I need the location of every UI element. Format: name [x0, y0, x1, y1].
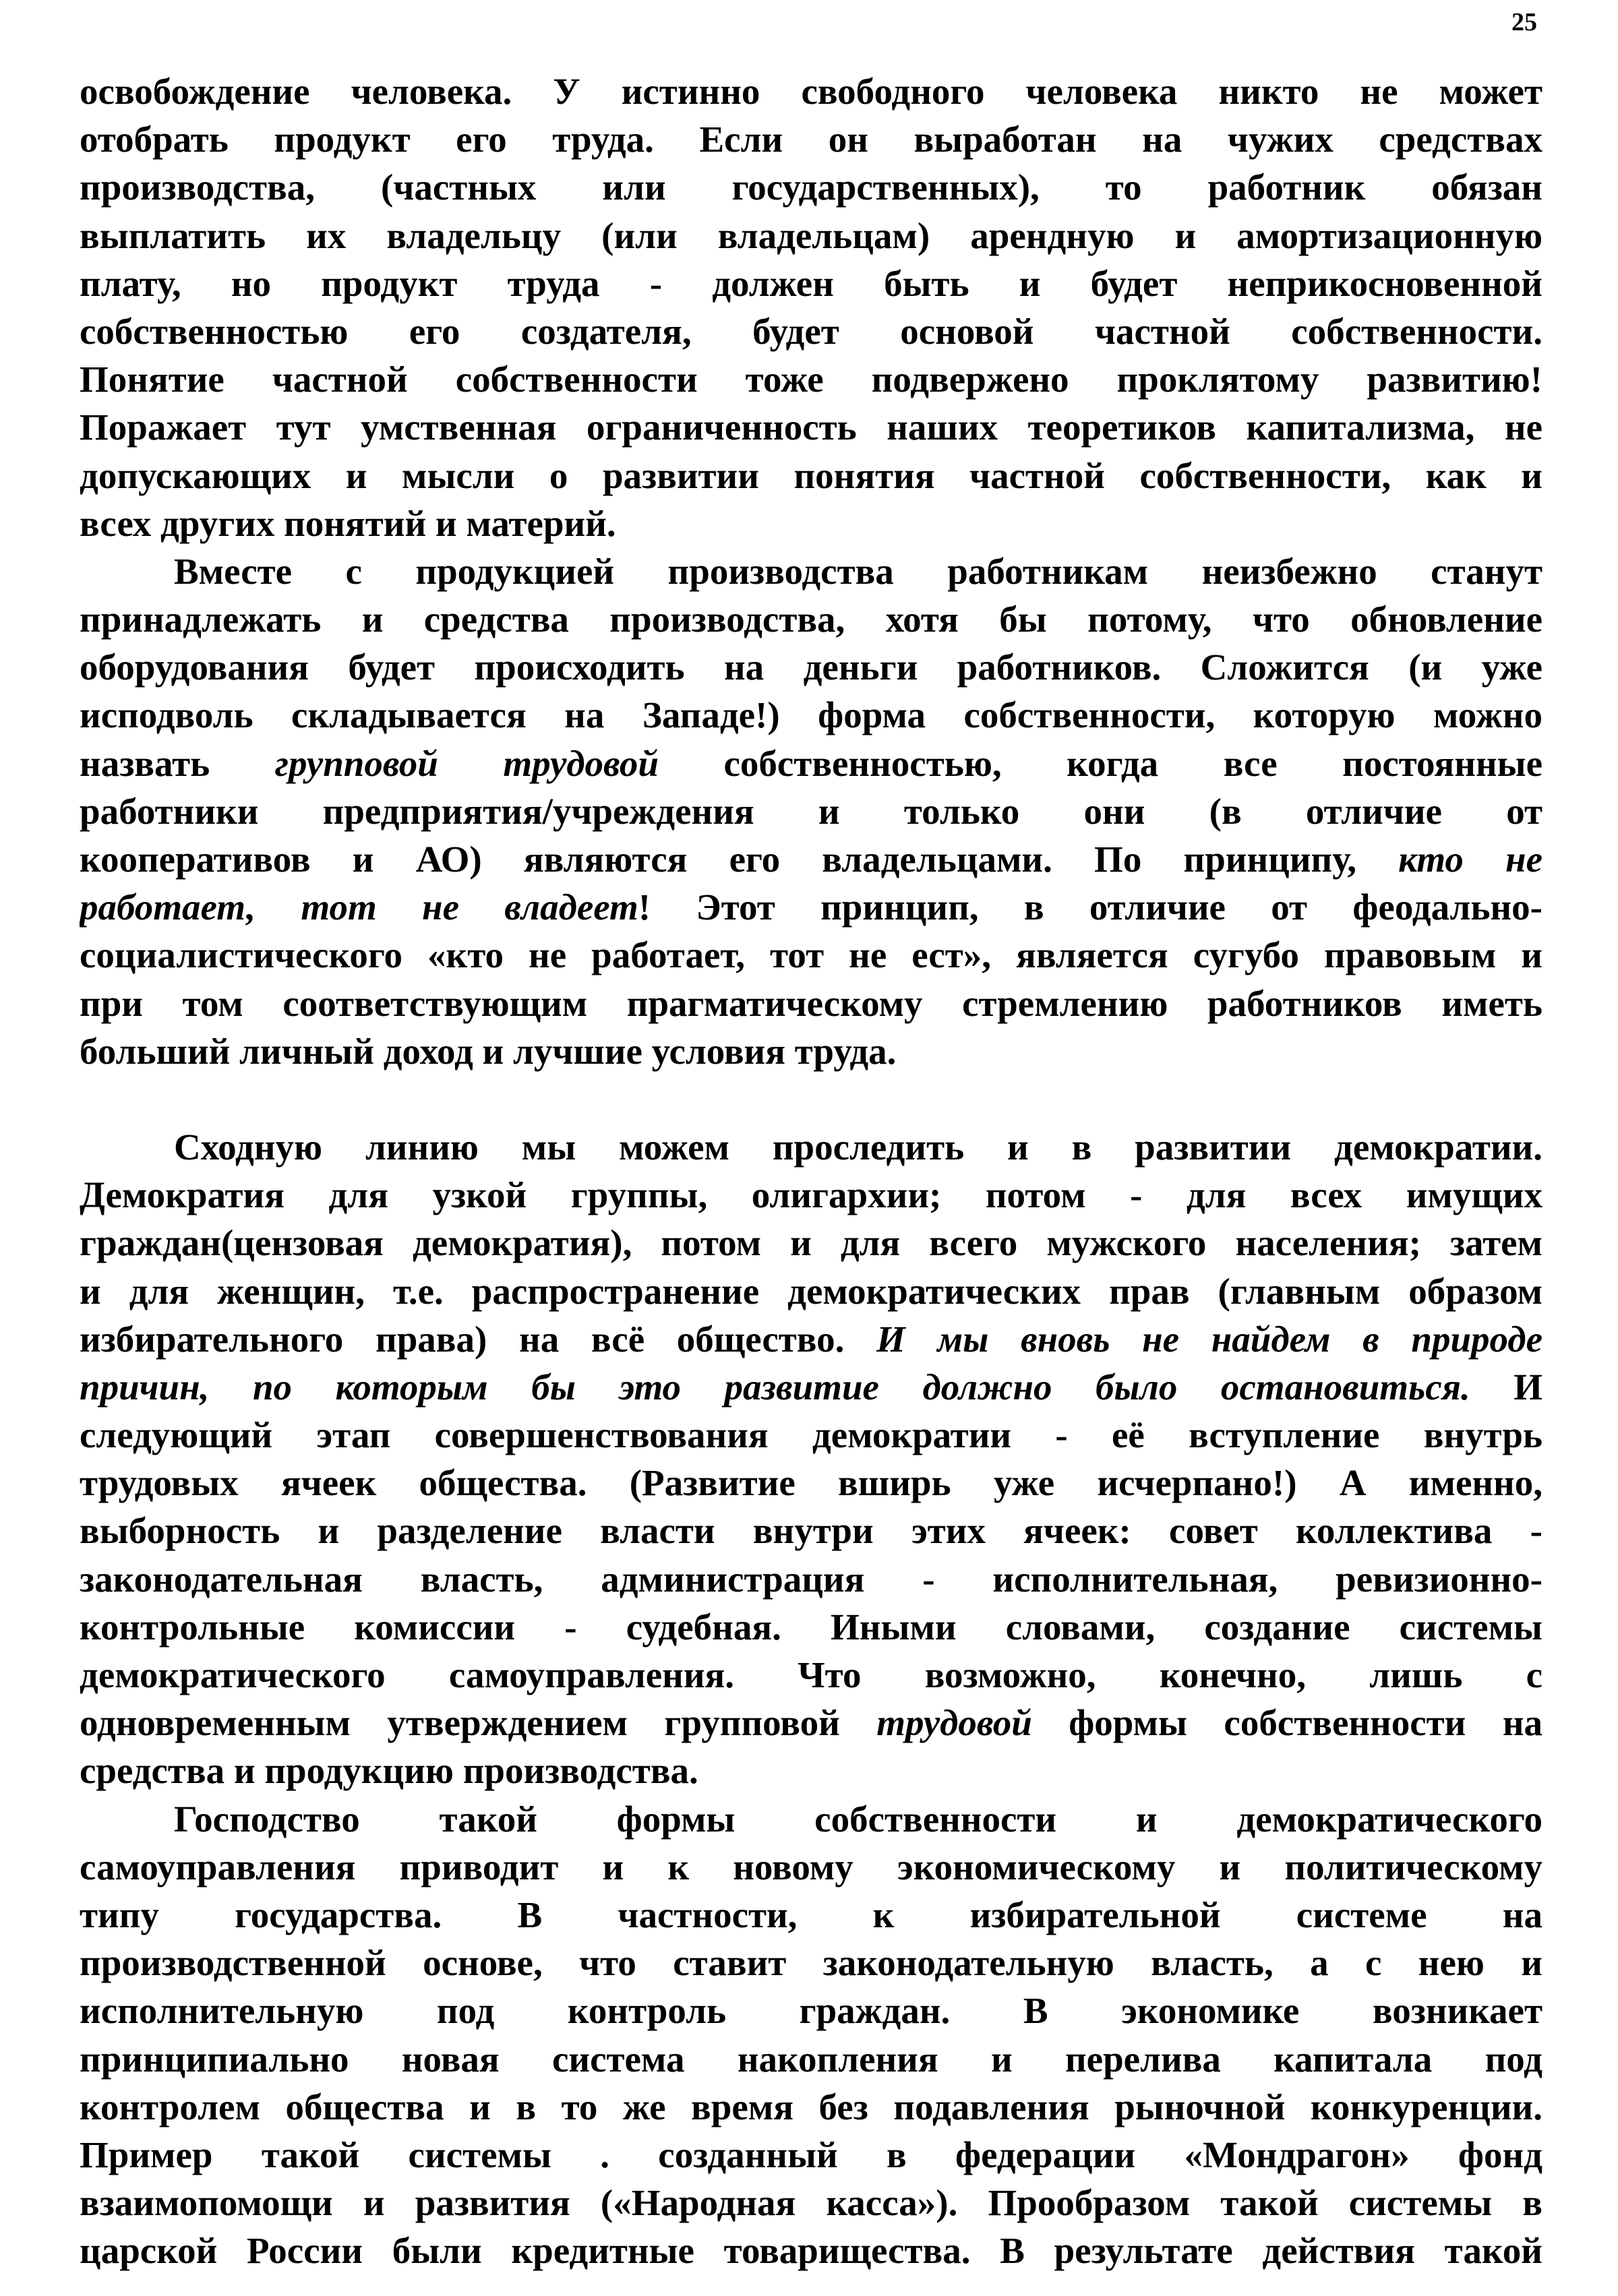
- italic-text: групповой трудовой: [274, 742, 659, 784]
- text-line: [80, 835, 1542, 883]
- text-run: кооперативов и АО) являются его владельцами. По принципу,: [80, 839, 1356, 880]
- text-line: граждан(цензовая демократия), потом и для всего мужского населения; затем: [80, 1222, 1542, 1264]
- text-run: ! Этот принцип, в отличие от феодально-: [638, 886, 1542, 928]
- text-line: контрольные комиссии - судебная. Иными словами, создание системы: [80, 1606, 1542, 1648]
- text-line: демократического самоуправления. Что возможно, конечно, лишь с: [80, 1654, 1542, 1695]
- text-line: самоуправления приводит и к новому экономическому и политическому: [80, 1846, 1542, 1887]
- text-line: и для женщин, т.е. распространение демократических прав (главным образом: [80, 1270, 1542, 1312]
- text-line: [80, 1699, 1542, 1747]
- text-line: Пример такой системы . созданный в федерации «Мондрагон» фонд: [80, 2134, 1542, 2175]
- text-line: Понятие частной собственности тоже подвержено проклятому развитию!: [80, 359, 1542, 400]
- text-line: исподволь складывается на Западе!) форма собственности, которую можно: [80, 694, 1542, 736]
- text-line: [80, 1363, 1542, 1411]
- text-run: собственностью, когда все постоянные: [658, 742, 1542, 784]
- text-line: больший личный доход и лучшие условия труда.: [80, 1030, 897, 1072]
- text-line: собственностью его создателя, будет основой частной собственности.: [80, 310, 1542, 352]
- text-line: всех других понятий и материй.: [80, 502, 616, 544]
- italic-text: трудовой: [876, 1702, 1032, 1744]
- text-line: Сходную линию мы можем проследить и в развитии демократии.: [174, 1126, 1542, 1168]
- text-line: при том соответствующим прагматическому стремлению работников иметь: [80, 982, 1542, 1024]
- text-line: исполнительную под контроль граждан. В экономике возникает: [80, 1990, 1542, 2032]
- text-line: освобождение человека. У истинно свободного человека никто не может: [80, 71, 1542, 112]
- text-run: избирательного права) на всё общество.: [80, 1318, 877, 1360]
- text-line: Вместе с продукцией производства работникам неизбежно станут: [174, 550, 1542, 592]
- body-text: [80, 67, 1542, 2274]
- text-line: допускающих и мысли о развитии понятия частной собственности, как и: [80, 454, 1542, 496]
- text-line: Господство такой формы собственности и демократического: [174, 1798, 1542, 1840]
- text-line: принадлежать и средства производства, хотя бы потому, что обновление: [80, 599, 1542, 640]
- text-line: выплатить их владельцу (или владельцам) арендную и амортизационную: [80, 214, 1542, 256]
- italic-text: И мы вновь не найдем в природе: [876, 1318, 1542, 1360]
- paragraph-gap: [80, 1075, 1542, 1123]
- text-run: формы собственности на: [1031, 1702, 1542, 1744]
- text-line: [80, 883, 1542, 931]
- text-line: законодательная власть, администрация - исполнительная, ревизионно-: [80, 1558, 1542, 1600]
- text-line: Демократия для узкой группы, олигархии; потом - для всех имущих: [80, 1174, 1542, 1216]
- text-line: принципиально новая система накопления и перелива капитала под: [80, 2038, 1542, 2080]
- text-line: выборность и разделение власти внутри этих ячеек: совет коллектива -: [80, 1510, 1542, 1552]
- page-number: 25: [1511, 8, 1537, 36]
- text-line: отобрать продукт его труда. Если он выработан на чужих средствах: [80, 119, 1542, 160]
- text-run: И: [1470, 1366, 1542, 1408]
- italic-text: причин, по которым бы это развитие должно было остановиться.: [80, 1366, 1470, 1408]
- text-line: следующий этап совершенствования демократии - её вступление внутрь: [80, 1414, 1542, 1456]
- text-line: социалистического «кто не работает, тот не ест», является сугубо правовым и: [80, 934, 1542, 976]
- italic-text: кто не: [1398, 839, 1542, 880]
- text-line: царской России были кредитные товарищества. В результате действия такой: [80, 2230, 1542, 2272]
- text-line: [80, 739, 1542, 787]
- text-line: производства, (частных или государственных), то работник обязан: [80, 167, 1542, 208]
- text-line: контролем общества и в то же время без подавления рыночной конкуренции.: [80, 2086, 1542, 2127]
- text-line: Поражает тут умственная ограниченность наших теоретиков капитализма, не: [80, 406, 1542, 448]
- text-line: производственной основе, что ставит законодательную власть, а с нею и: [80, 1942, 1542, 1984]
- text-line: оборудования будет происходить на деньги работников. Сложится (и уже: [80, 646, 1542, 688]
- text-line: средства и продукцию производства.: [80, 1750, 698, 1792]
- italic-text: работает, тот не владеет: [80, 886, 638, 928]
- text-line: трудовых ячеек общества. (Развитие вширь уже исчерпано!) А именно,: [80, 1462, 1542, 1504]
- text-line: типу государства. В частности, к избирательной системе на: [80, 1894, 1542, 1935]
- text-line: работники предприятия/учреждения и только они (в отличие от: [80, 790, 1542, 832]
- text-line: [80, 1315, 1542, 1363]
- text-line: взаимопомощи и развития («Народная касса»). Прообразом такой системы в: [80, 2182, 1542, 2224]
- text-run: назвать: [80, 742, 275, 784]
- text-line: плату, но продукт труда - должен быть и будет неприкосновенной: [80, 262, 1542, 304]
- text-run: одновременным утверждением групповой: [80, 1702, 877, 1744]
